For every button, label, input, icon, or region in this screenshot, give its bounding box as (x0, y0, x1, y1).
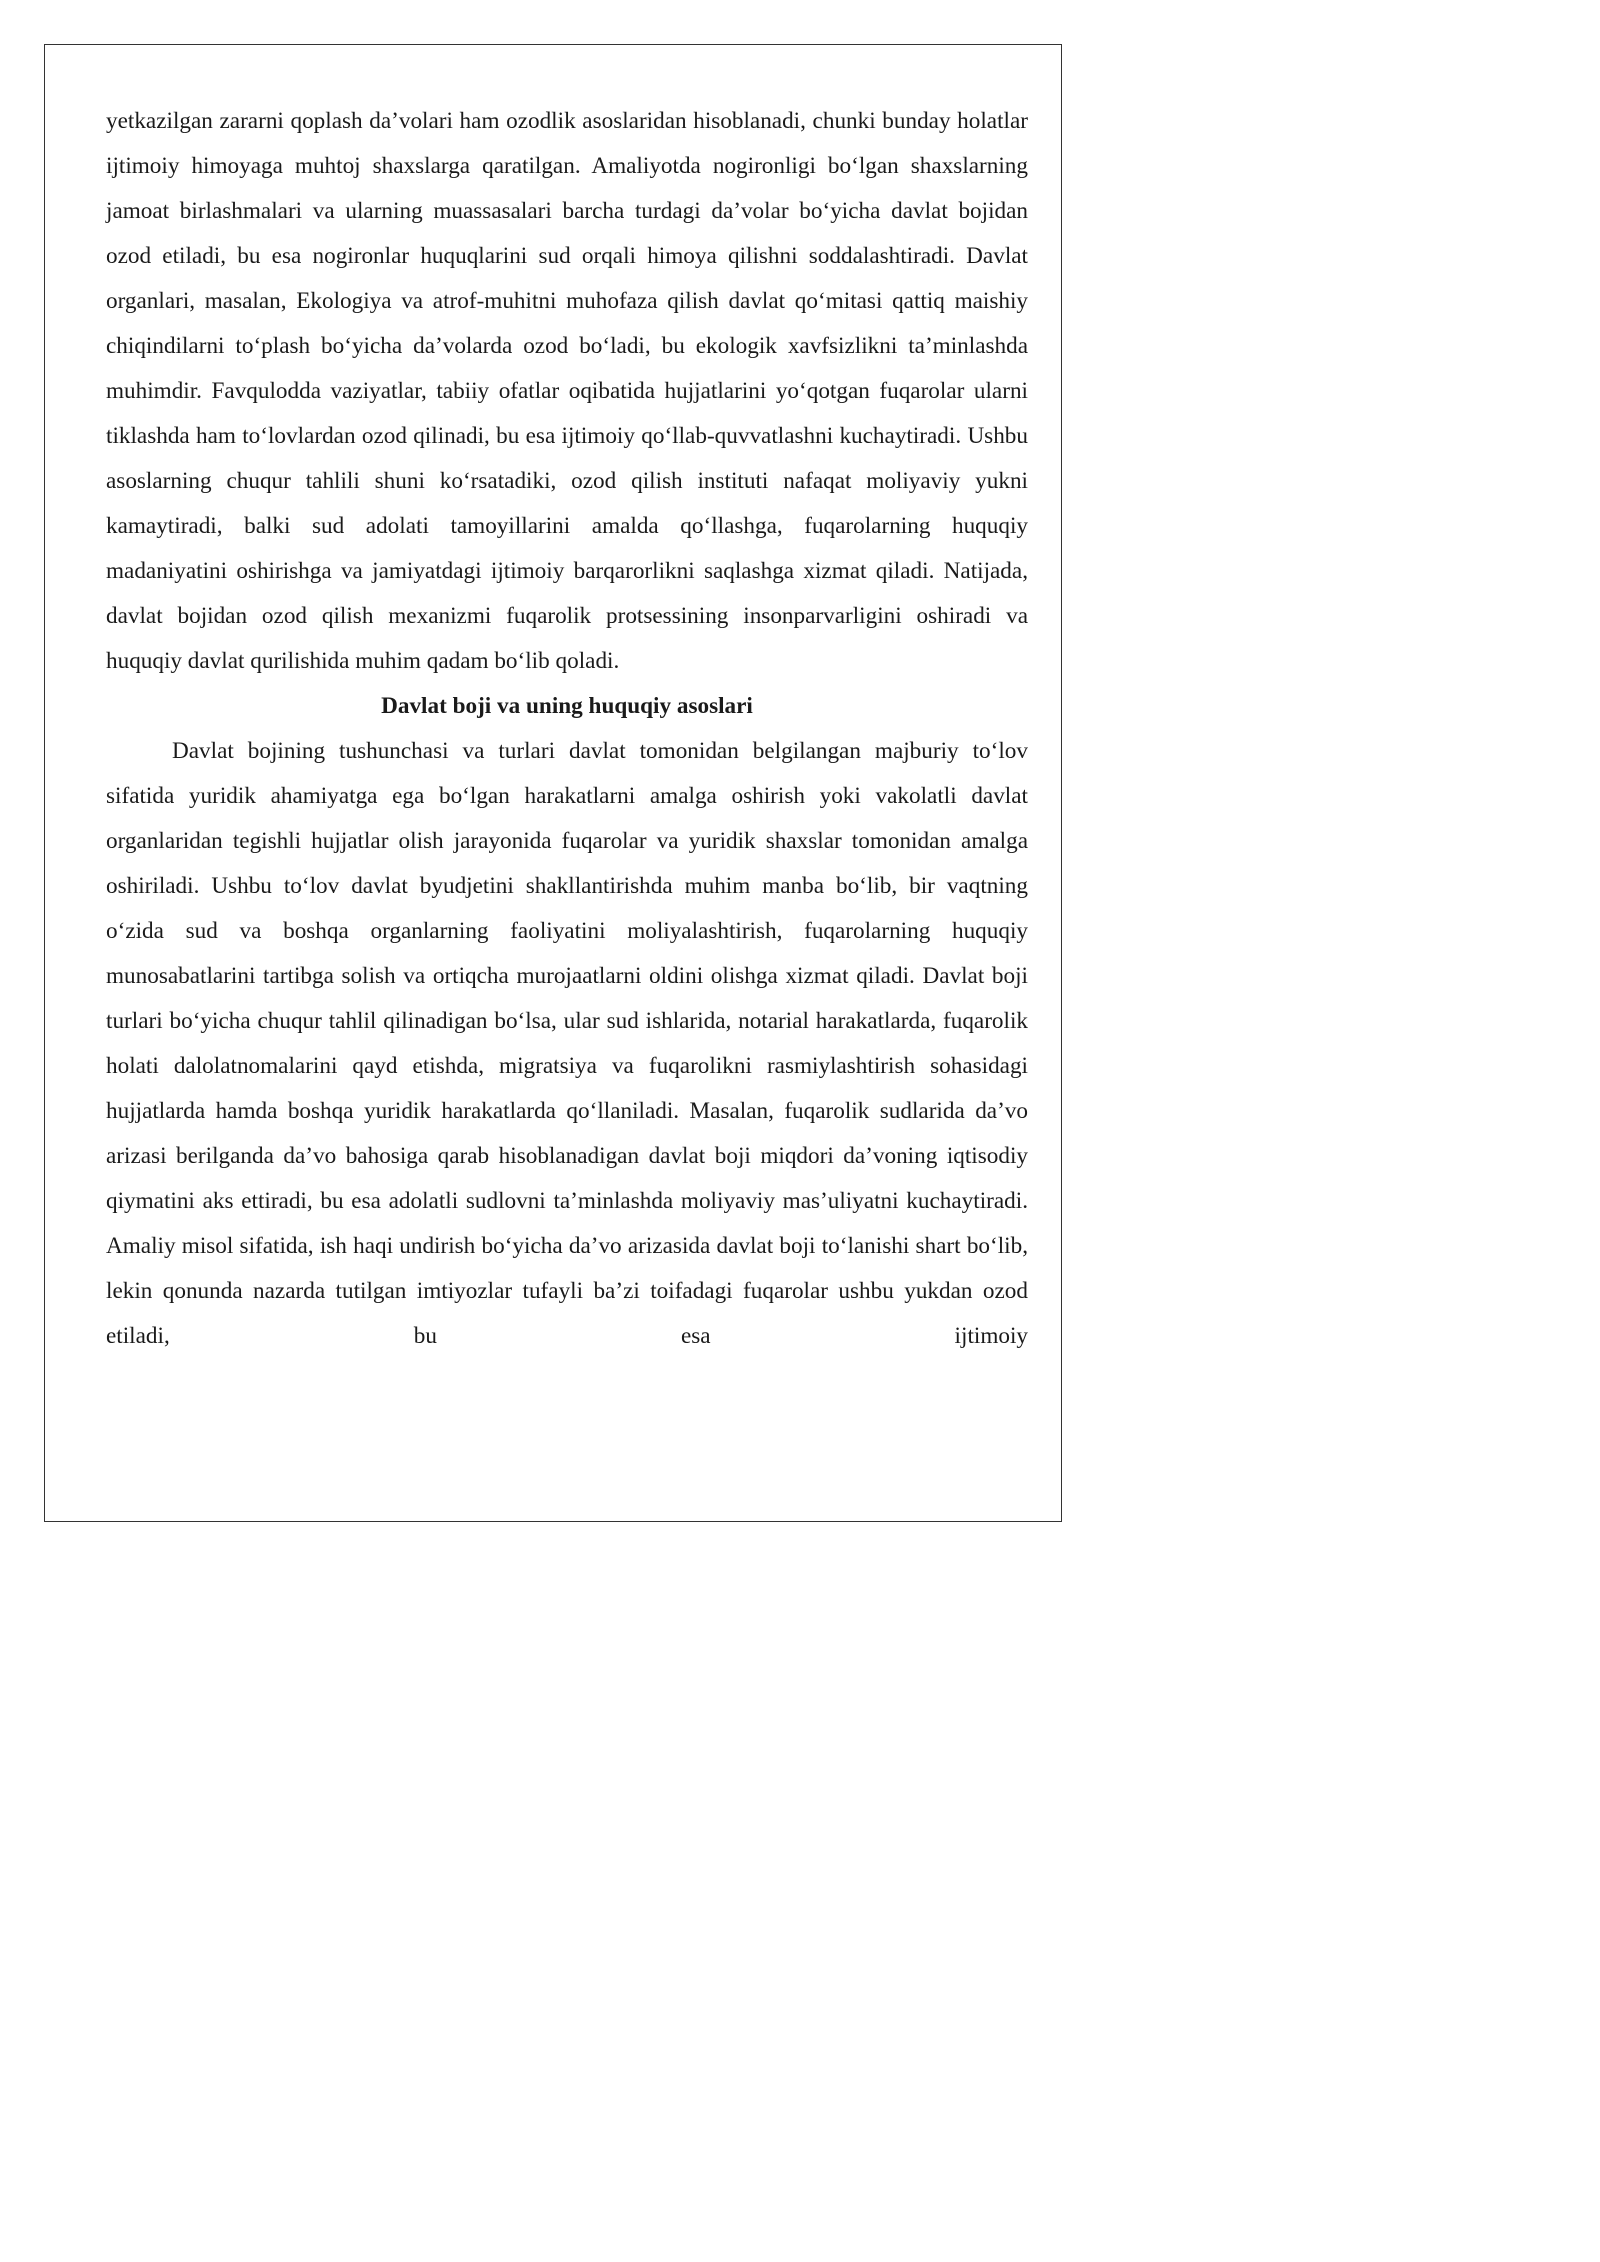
body-paragraph: yetkazilgan zararni qoplash da’volari ham ozodlik asoslaridan hisoblanadi, chunki bunday holatlar ijtimoiy himoyaga muhtoj shaxslarga qaratilgan. Amaliyotda nogironligi bo‘lgan shaxslarning jamoat birlashmalari va ularning muassasalari barcha turdagi da’volar bo‘yicha davlat bojidan ozod etiladi, bu esa nogironlar huquqlarini sud orqali himoya qilishni soddalashtiradi. Davlat organlari, masalan, Ekologiya va atrof-muhitni muhofaza qilish davlat qo‘mitasi qattiq maishiy chiqindilarni to‘plash bo‘yicha da’volarda ozod bo‘ladi, bu ekologik xavfsizlikni ta’minlashda muhimdir. Favqulodda vaziyatlar, tabiiy ofatlar oqibatida hujjatlarini yo‘qotgan fuqarolar ularni tiklashda ham to‘lovlardan ozod qilinadi, bu esa ijtimoiy qo‘llab-quvvatlashni kuchaytiradi. Ushbu asoslarning chuqur tahlili shuni ko‘rsatadiki, ozod qilish instituti nafaqat moliyaviy yukni kamaytiradi, balki sud adolati tamoyillarini amalda qo‘llashga, fuqarolarning huquqiy madaniyatini oshirishga va jamiyatdagi ijtimoiy barqarorlikni saqlashga xizmat qiladi. Natijada, davlat bojidan ozod qilish mexanizmi fuqarolik protsessining insonparvarligini oshiradi va huquqiy davlat qurilishida muhim qadam bo‘lib qoladi. (106, 108, 1028, 674)
document-body (106, 99, 1028, 1359)
body-paragraph: Davlat bojining tushunchasi va turlari davlat tomonidan belgilangan majburiy to‘lov sifatida yuridik ahamiyatga ega bo‘lgan harakatlarni amalga oshirish yoki vakolatli davlat organlaridan tegishli hujjatlar olish jarayonida fuqarolar va yuridik shaxslar tomonidan amalga oshiriladi. Ushbu to‘lov davlat byudjetini shakllantirishda muhim manba bo‘lib, bir vaqtning o‘zida sud va boshqa organlarning faoliyatini moliyalashtirish, fuqarolarning huquqiy munosabatlarini tartibga solish va ortiqcha murojaatlarni oldini olishga xizmat qiladi. Davlat boji turlari bo‘yicha chuqur tahlil qilinadigan bo‘lsa, ular sud ishlarida, notarial harakatlarda, fuqarolik holati dalolatnomalarini qayd etishda, migratsiya va fuqarolikni rasmiylashtirish sohasidagi hujjatlarda hamda boshqa yuridik harakatlarda qo‘llaniladi. Masalan, fuqarolik sudlarida da’vo arizasi berilganda da’vo bahosiga qarab hisoblanadigan davlat boji miqdori da’voning iqtisodiy qiymatini aks ettiradi, bu esa adolatli sudlovni ta’minlashda moliyaviy mas’uliyatni kuchaytiradi. Amaliy misol sifatida, ish haqi undirish bo‘yicha da’vo arizasida davlat boji to‘lanishi shart bo‘lib, lekin qonunda nazarda tutilgan imtiyozlar tufayli ba’zi toifadagi fuqarolar ushbu yukdan ozod etiladi, bu esa ijtimoiy (106, 738, 1028, 1349)
section-heading: Davlat boji va uning huquqiy asoslari (381, 693, 753, 719)
